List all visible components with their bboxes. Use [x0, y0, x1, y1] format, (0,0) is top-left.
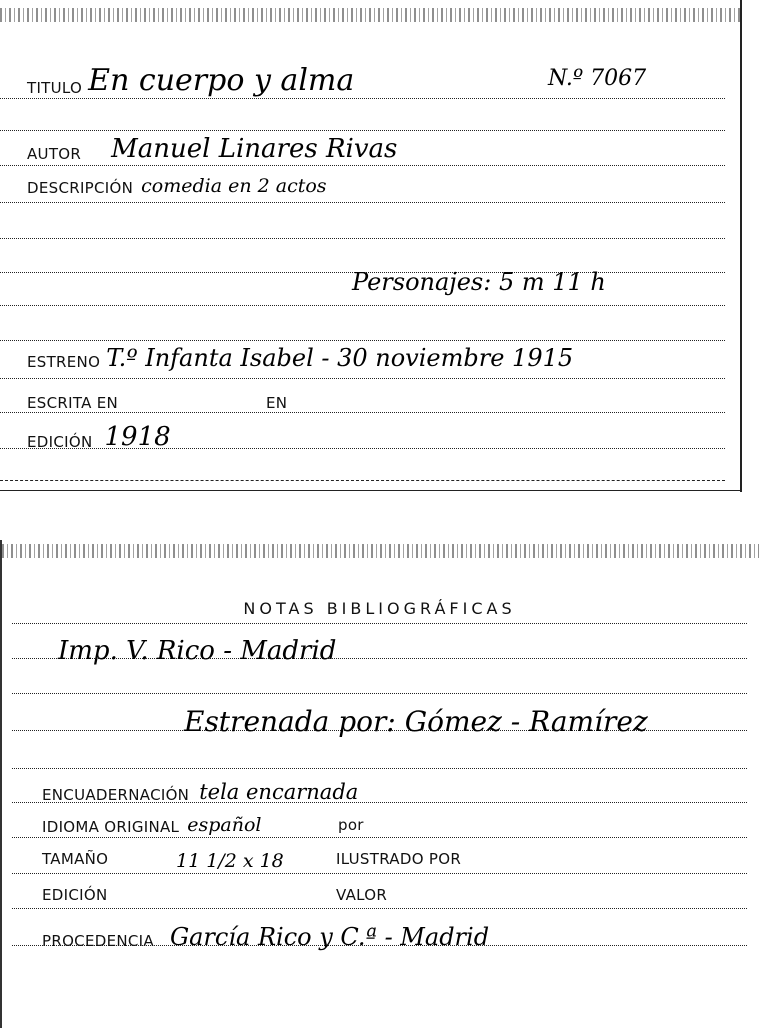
rule-line	[0, 340, 725, 341]
tamano-row	[42, 852, 108, 867]
bottom-rule	[0, 480, 725, 481]
en-label: EN	[266, 394, 288, 412]
rule-line	[12, 768, 747, 769]
personajes-value: Personajes: 5 m 11 h	[352, 268, 606, 296]
estreno-value: T.º Infanta Isabel - 30 noviembre 1915	[106, 344, 574, 372]
valor-row	[336, 888, 387, 903]
idioma-row	[42, 816, 261, 835]
tamano-value-row	[176, 852, 284, 871]
procedencia-label: PROCEDENCIA	[42, 932, 154, 950]
edicion-row	[27, 424, 171, 450]
autor-value: Manuel Linares Rivas	[111, 134, 398, 164]
titulo-label: TITULO	[27, 79, 83, 97]
rule-line	[0, 98, 725, 99]
edicion-bottom-row	[42, 888, 107, 903]
edicion-label: EDICIÓN	[27, 433, 93, 451]
card-cut-line	[0, 490, 742, 491]
torn-edge	[0, 8, 740, 22]
nota-1-value: Imp. V. Rico - Madrid	[58, 636, 337, 666]
rule-line	[12, 873, 747, 874]
autor-row	[27, 136, 397, 162]
encuadernacion-value: tela encarnada	[199, 780, 359, 804]
encuadernacion-label: ENCUADERNACIÓN	[42, 786, 190, 804]
estreno-label: ESTRENO	[27, 353, 101, 371]
nota-1-row	[58, 638, 336, 664]
torn-edge	[2, 544, 759, 558]
tamano-label: TAMAÑO	[42, 850, 109, 868]
numero-row	[548, 68, 646, 90]
personajes-row	[352, 270, 606, 294]
rule-line	[0, 238, 725, 239]
autor-label: AUTOR	[27, 145, 82, 163]
edicion-value: 1918	[104, 422, 171, 452]
edicion-bottom-label: EDICIÓN	[42, 886, 108, 904]
rule-line	[12, 837, 747, 838]
rule-line	[12, 693, 747, 694]
tamano-value: 11 1/2 x 18	[176, 850, 284, 872]
escrita-row	[27, 396, 118, 411]
valor-label: VALOR	[336, 886, 388, 904]
por-row	[338, 818, 364, 833]
nota-2-row	[184, 705, 648, 738]
ilustrado-row	[336, 852, 461, 867]
numero-value: N.º 7067	[548, 66, 647, 91]
procedencia-value: García Rico y C.ª - Madrid	[169, 923, 490, 951]
descripcion-row	[27, 177, 327, 196]
descripcion-label: DESCRIPCIÓN	[27, 179, 134, 197]
rule-line	[0, 165, 725, 166]
encuadernacion-row	[42, 782, 358, 803]
rule-line	[0, 202, 725, 203]
por-label: por	[338, 816, 364, 834]
titulo-row	[27, 63, 355, 98]
en-row	[266, 396, 287, 411]
rule-line	[12, 908, 747, 909]
descripcion-value: comedia en 2 actos	[141, 175, 327, 197]
estreno-row	[27, 346, 573, 370]
rule-line	[0, 130, 725, 131]
nota-2-value: Estrenada por: Gómez - Ramírez	[184, 705, 648, 738]
rule-line	[0, 412, 725, 413]
escrita-en-label: ESCRITA EN	[27, 394, 119, 412]
notas-heading: NOTAS BIBLIOGRÁFICAS	[243, 599, 516, 618]
rule-line	[12, 623, 747, 624]
rule-line	[0, 305, 725, 306]
idioma-value: español	[187, 814, 262, 836]
titulo-value: En cuerpo y alma	[88, 63, 355, 98]
ilustrado-label: ILUSTRADO POR	[336, 850, 462, 868]
idioma-label: IDIOMA ORIGINAL	[42, 818, 180, 836]
rule-line	[0, 378, 725, 379]
procedencia-row	[42, 925, 489, 949]
top-catalog-card	[0, 0, 742, 492]
